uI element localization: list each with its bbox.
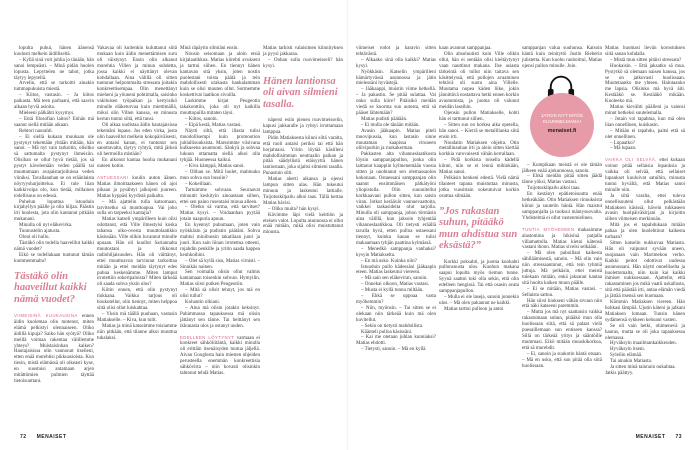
- paragraph: Laskimme kirjat Peugeotin takakonttiin, joka oli nyt kaikilla muuttopuilla mitaten täysi.: [180, 99, 260, 116]
- paragraph: Sitten katselin nukkuvaa Matiasta. Hän oli vaipunut syvään uneen, suojanaan vain Marimekon verho. Kaikki peitot odottivat uudessa asunnossani. Hän näytti onnelliselta ja huolettomalta, niin kuin kai kaikki ihmiset nukkuessaan. Ajattelin, että rakastaminen jos mikä vaatii uskallusta, sitä että päästää irti, antaa elämän viedä ja jättää itsensä sen huomaan.: [605, 241, 685, 300]
- section-opening-paragraph: [605, 157, 685, 193]
- paragraph: Matias huomasi lievän korostuksen siitä sanan kohdalla.: [605, 46, 685, 57]
- text-column-3: [180, 46, 260, 377]
- paragraph: – Jotain voi tapahtua, kun mä olen liian onnellinen, kuiskasin.: [605, 116, 685, 128]
- paragraph: Pelkäsin henkeni edestä. Vielä nämä tilanteet tapana muistuttaa minusta, jotka vuosittain sokeutuivat korkin osuttua silmään.: [439, 175, 519, 199]
- paragraph: – Eipä kestä, Matias vastasi.: [185, 122, 242, 128]
- section-opening-paragraph: [14, 313, 94, 385]
- paragraph: – Niin, myönsin. – Tai sitten se ei olekaan niin tärkeää kuin mä olen kuvitellut.: [356, 305, 436, 323]
- paragraph: – Mitä sä olisit tehnyt, jos mä en olisi tullut?: [180, 288, 260, 300]
- paragraph: Tartuimme sohvaan. Seuraavat minuutit keskityin ainoastaan siihen, ettei sen paino rusentaisi minua alleen.: [180, 187, 260, 205]
- paragraph: Kävimme läpi vielä keittiön ja eteisen valot. Lopulta asunnossa ei ollut enää mitään, mikä olisi muistuttanut minusta.: [263, 212, 343, 236]
- paragraph-text: ennen äidin kuolemaa olin tuntenut, miten elämä pelkistyi olennaiseen. Oliko äidillä kipuja? Saiko hän syötyä? Oliko meillä voimaa rakentaa välillemme yhteys? Muistaisinhan kaiken? Hautajaisissa olin vannonut itselleni, etten enää murehtisi pikkuasioista. Kun tiesin, mistä elämässä oli oikeasti kyse, en suostuisi antamaan arjen mitättömien pulmien täyttää tietoisuuttani.: [14, 314, 94, 384]
- paragraph: Tai ainakin Matiasta.: [610, 359, 652, 365]
- right-page-folio: [636, 434, 682, 440]
- paragraph: – Mä olen pahoillani kaikesta sählläämisestä, sanoin. – Mä olin vain niin stressaantunut, että tein tyhmiä juttuja. Mä pelkäsin, ettei meistä tulekaan mitään, enkä jaksanut kantaa sitä huolta kaiken muun päälle.: [522, 251, 602, 286]
- text-column-6: [439, 46, 519, 313]
- paragraph: Puhelun loputtua istuuduin kirjahyllyn päälle ja olin hiljaa. Päästin irti huolesta, jota olin kantanut pitkään mukanani.: [14, 199, 94, 223]
- page-spine: [347, 0, 349, 450]
- page-number: 73: [675, 434, 682, 440]
- paragraph: – Onnekai olkoon, Matias vastasi.: [361, 282, 430, 288]
- paragraph-text: ettei kukaan voinut pitää sellaisia lupauksia ja vaikka oli selvää, että sellaiset lupaukset kuuluivat satuihin, minusta tuntui hyvältä, että Matias sanoi minulle niin.: [605, 158, 685, 193]
- paragraph: Matias kievähti päälleni ja vaiensi minut hetkeksi suutelemalla.: [605, 105, 685, 116]
- paragraph: Nyökkäsin. Katselin ympärilleni hämärtyvässä asunnossa ja jätin mielessäni hyvästejä.: [356, 69, 436, 87]
- paragraph: Se oli vain hetki, ohimenevä ja hauras, mutta se oli joka tapauksessa olemassa.: [605, 323, 685, 341]
- paragraph: Istuuduin pullo kädessäni jääkaapin eteen. Matias laskeutui viereeni.: [356, 264, 436, 276]
- paragraph: Hyväksyin maailmankaikkeuden.: [610, 341, 677, 347]
- paragraph: Oloni oli hullu.: [19, 235, 50, 240]
- paragraph: Nousin seisomaan ja aloin etsiä kirjalaatikkoa. Matias kiirehti avukseni ja tarttui siihen. En tiennyt hänen kantavan sitä yksin, joten nostin puolestani toista päätä ja tein mahdollisesti urakasta hankalamman kuin se olisi muuten ollut. Sormemme koskettivat laatikon sivuilla.: [180, 51, 260, 99]
- paragraph: – Sitten sun on korkea aika opetella, hän sanoi. – Kierrä se metallilanka siitä ensin irti.: [439, 122, 519, 140]
- paragraph: Pakkasten alta vihanneslaatikosta löysin samppanjapullon, jonka olin laittanut kaappiin kylmenemään vuosia sitten ja unohtanut sen olemassaolon kokonaan. Ostaessani samppanjan olin saanut ensimmäisen pätkätyöni yliopistolla. Olin suunnitellut korkkaavani pullon sitten, kun saisin viran. Jotkut keräävät vaunuevaattoita, vaikkei taskasideita olut tarjolla. Minulla oli samppanja, johon törmäsin aina välillä, kun jaksoin tyhjentää vihanneslaatikkoa. Oli tietysti eräällä tavalla hyvä, etten pulloa ostaessani tiennyt, kuinka kauan se tulisi makaamaan tyhjän paattina kylmässä.: [356, 152, 436, 246]
- pull-quote: Tästäkö olin haaveillut kaikki nämä vuodet?: [14, 270, 87, 305]
- paragraph: Minä räpäytin silmiäni ensin.: [180, 46, 239, 51]
- ad-url[interactable]: menaiset.fi: [547, 127, 577, 134]
- paragraph: – Mitään ei tapahdu, paitsi että sä olet onnellinen.: [605, 128, 685, 140]
- paragraph: Pidin Matiaksesta kiinni siltä varalta, että tuoli antaisi periksi tai että hän horjahtaisi. Yritin löytää käsilleni mahdollisimman neutraalin paikan ja pitää säädyllistä etäisyyttä hänen lantiostaan, joka sijaitsi silmieni tasalla. Punastuin silti.: [263, 135, 343, 177]
- paragraph: Mieleeni pälkähti kysymys.: [19, 110, 75, 116]
- paragraph: Kiitin ennen, että olin pystynyt tiukkana. Vaikka tarjous oli houkutellut, olin tiennyt, miten helppoa siitä olisi ollut luiskahtaa.: [97, 288, 177, 311]
- paragraph: kaan avannut samppanjaa.: [439, 46, 492, 51]
- paragraph: – Kai me otetaan juhlan kunniaksi? Matias ehdotti.: [356, 335, 436, 347]
- section-opening-paragraph: [97, 175, 177, 200]
- paragraph: Hyväksyin itseni.: [610, 347, 645, 353]
- paragraph: Sen voimalla olisin ollut valmis kantamaan toisenkin sohvan. Hymyilin. Matias siirsi putken Peugeotiin.: [180, 270, 260, 288]
- paragraph: – Musta ei kyllä tunnu miltään.: [361, 288, 424, 294]
- paragraph: Olin absoluutisti kuin Ville olikin ollut, hän ei sentään olisi kieltäytynyt vaan nauttinut mukana. Ilse asiasta tärkeintä oli tullut niin taitava sen käsittelyssä, että pullojen avaaminen tehtävä oli suotu aina Villelle. Muutama nopea käden liike, jokin jännittävä nostattava hetki ennen korkin avautumista, ja juoma oli valunut meidän laseihin.: [439, 51, 519, 111]
- paragraph: – Entä filosofian laitos? Enhän mä saanut siellä mitään aikaan.: [14, 116, 94, 128]
- paragraph: – Olihan se. Mitä luulet, mahtuuko mun sohva sun bussiin?: [180, 170, 260, 181]
- section-lead-in: ASTUESSANI: [97, 175, 129, 181]
- paragraph: – Kumpikaan meistä ei ole tämän jälkeen enää ajokunnossa, sanoin.: [522, 162, 602, 174]
- paragraph: Matias tarttui pulloon ja antoi: [444, 306, 504, 312]
- paragraph: viimeiset rodot ja haravin sitten tehtävästä.: [356, 46, 436, 57]
- section-lead-in: EDELLEEN LÖYTYNYT: [180, 334, 235, 340]
- paragraph: – Yksin mä täällä puuhaan, vastasin Matiakselle. – Kiva, kun tulit.: [97, 311, 177, 323]
- paragraph: Kohautin olkiani.: [185, 299, 220, 305]
- paragraph: – Oletko sä varma, että tarvitset? Matias kysyi. – Voidaanhan pyytää jotain naapuria apuun.: [180, 205, 260, 223]
- page-number: 72: [20, 434, 27, 440]
- paragraph: – Kiva kämppä, Matias sanoi.: [185, 164, 245, 170]
- paragraph: samppanjan valua suuhunsa. Katsoin häntä kuin teinityttö Justin Bieberin julistetta. Kun kuohu rauhoittui, Matias ojensi pullon minulle. Join.: [522, 46, 602, 69]
- magazine-name: MENAISET: [36, 434, 67, 440]
- paragraph: – Aina mä olisin jotakin keksinyt. Pahimmassa tapauksessa mä olisin jättänyt sen tänne. Tai heittänyt sen ikkunasta ulos ja ostanyt uuden.: [180, 305, 260, 329]
- text-column-2: [97, 46, 177, 341]
- paragraph: – Kyllä sinä voit juhlia jo tänään, hän sanoi lempeästi. – Minä pidän huolen lopusta. Lepyttelen ne tahot, jotka täytyy lepytellä.: [14, 57, 94, 81]
- pull-quote: ”Jos rakastan suhun, pitääkö mun ahdistua sun eksästä?”: [439, 205, 518, 252]
- paragraph: – Mistä mun sitten pitäisi stressata?: [610, 57, 682, 63]
- paragraph: Noudatin Matiaksen ohjeita. Otin metallinauhan irti ja aloin sitten kiertää korkkia varovaisesti vähän kerrallaan.: [439, 140, 519, 158]
- paragraph: – Tietysti, sanoin. – Mä en kyllä: [361, 347, 426, 353]
- paragraph: Matias tarkisti valaisimen kiinnityksen ja pyysi jakkaraa.: [263, 46, 343, 57]
- magazine-name: MENAISET: [635, 434, 666, 440]
- paragraph: Matias ja minä katsoimme toisiamme niin pitkään, että tilanne alkoi muuttua tukalaksi.: [97, 323, 177, 341]
- text-column-1: [14, 46, 94, 385]
- paragraph: – Sekin on tietysti mahdollista.: [361, 323, 424, 329]
- paragraph: näpersi esiin pienen ruuvimeisselin, kapusi jakkaralle ja ryhtyi irrottamaan lamppua.: [263, 118, 343, 135]
- ad-text: JATKIS NYT MYÖS KUUNNELMANA!: [540, 114, 584, 126]
- paragraph: Tästäkö olin todella haaveillut kaikki nämä vuodet?: [14, 240, 94, 252]
- text-column-7: [522, 46, 602, 369]
- paragraph: – Pidä korkista toisella kädellä kiinni, niin se ei lennä mihinkään, Matias sanoi.: [439, 158, 519, 176]
- paragraph-text: makasimme alastomina ja hikisinä patjalla villamattolla. Matias kietoi kätensä vastani ihoon. Matias sivelsi selkääni.: [522, 227, 602, 251]
- paragraph: – Kokeillaan.: [185, 181, 212, 187]
- paragraph: – Ei mulla ole tänään mitään.: [361, 122, 420, 128]
- pull-quote: Hänen lantionsa oli aivan silmieni tasalla.: [263, 75, 338, 110]
- paragraph: lopulta puhui, hänen äänensä kuulosti melkein äidilliseltä.: [14, 46, 94, 57]
- paragraph: – Mä sain sen eläkeviran, sanoin.: [361, 276, 428, 282]
- paragraph: Hän siirsi hiukseni vähän sivuun niin että näki katseeni paremmin.: [522, 298, 602, 310]
- left-page-folio: [20, 434, 76, 440]
- paragraph: – Kiitos, sanoin.: [185, 116, 218, 122]
- paragraph: – Mä ajattelin tulla katsomaan, tarvitsetko sä muuttoapua. Vai joko sulla on tarpeeksi kantajia?: [97, 199, 177, 217]
- paragraph: Rehtori naurahti.: [19, 128, 53, 134]
- paragraph: Huokaisin. – Että jaksatko sä mua. Pystytkö sä olemaan naisen kanssa, jos se on jatkuvasti huolissaan. Muutetaanko me yhteen. Halutaanko me lapsia. Olisinko mä hyvä äiti. Kestääkö se. Kestääkö mikään. Kuoleeko mä.: [605, 63, 685, 105]
- paragraph: Tuijotuskilpailu alkoi taas.: [527, 186, 581, 192]
- paragraph: – Mulla ei ole laseja, sanoin jonnekin ulos. – Mä olen pakannut ne kaikki.: [439, 295, 519, 306]
- paragraph: – Mä lupaan.: [610, 146, 637, 152]
- paragraph: Tunnustelin ajatusta.: [19, 229, 61, 235]
- paragraph: – Ei, sanoin ja suukotin häntä otsaan. – Mä en usko, että sun pitää olla siitä huolissaan.: [522, 351, 602, 369]
- paragraph: Matias aherti aikansa ja ojensi lampun sitten alas. Hän tukeutui minuun ja laskeutui lattialle. Tuijotuskilpailu alkoi taas. Tällä kertaa Matias hävisi.: [263, 177, 343, 206]
- paragraph: Vakavaa oli kuitenkin kuluttanut siitä mukaan kuin äidin menettämisen suru oli väistynyt. Ensin olin alkanut murehtia Villen ja minun suhdetta, jossa kaikki ei näyttänyt olevan kohdallaan. Aina välillä oli sitten tuntunut helpommalta stressata joitakin konkreettisempaa. Olin menettänyt mieheni ja yöuneni pohtimalla, saisinko vakituisen työpaikan ja kertyisikö minulle eläketurvaa kuin miettimällä, miksi olin Villen kanssa, en minusta kerran tuntui siltä, että tunsi.: [97, 46, 177, 122]
- paragraph: – Olet sä kyllä sisu, Matias virnisti. – Sinnikäs nainen.: [180, 258, 260, 270]
- paragraph: Syleilin elämää.: [610, 353, 643, 359]
- paragraph: Jatkis päättyy.: [605, 370, 634, 376]
- podcast-ad: [522, 73, 602, 159]
- paragraph: Mitä jos ei tapahdukaan mitään pahaa ja olen huolehtinut kaikesta turhaan?: [605, 223, 685, 241]
- text-column-4: [263, 46, 343, 236]
- paragraph: Oli aikaa uudistaa äidin hautajaisissa tekemäni lupaus. Jos eden virka, josta olin haaveillut melkein kokopäiväisesti, en antaisi kanan, ei tuntunut sen sanottavalta, täytyy ryhtyä, mitä järkeä oli hermoilla mistään?: [97, 122, 177, 158]
- paragraph: Minulla oli nyt eläkevirka.: [19, 223, 73, 229]
- paragraph: – Alkaako sinä olla kaikki? Matias kysyi.: [356, 57, 436, 69]
- paragraph: Näytti siltä, että illasta tulisi muodollisempi kuin promootion juhlallisuuksista. Marssimme viisivana kulkueena asuntooni. Sänkyä ja sohvaa lukuun ottamatta siellä alkoi olla tyhjää. Huoneessa kaikui.: [180, 128, 260, 164]
- paragraph-text: kuulin auton äänen. Matias ilmoittaakseen hänen oli ajoi pihaan ja pysähtyi jalkojeni juureen. Matias hyppäsi kyydistä paikalta.: [97, 176, 177, 199]
- section-lead-in: TUNTIA MYÖHEMMIN: [522, 226, 575, 232]
- section-opening-paragraph: [522, 227, 602, 252]
- paragraph: Matias pudisti päätään.: [361, 116, 408, 122]
- paragraph: – Menedkö samppanja vanhaksi? kysyin Matiakselta.: [356, 246, 436, 258]
- paragraph-text: varmaan ei konkreet sähköliitäntä, kaikki minulla oli erittäin itsenäisyden tuntua jäljellä. Aivan Googlesta hain miesten ohjeiden perusteella enemmän konkreettisia sähkövirta – niin kovasti olisinkin tahtonut tehdä Matias.: [180, 335, 260, 376]
- paragraph: Korkki poksahti, ja juoma kuohahti pullonsuusta ulos. Kuohun makana saapui lopulta myös riemun tunne. Syynä saattoi toki olla sekin, että olin edelleen hengissä. Tai että osasin avata samppanjapullon.: [439, 259, 519, 295]
- paragraph: Avasin jääkaapin. Matias piteli muovipussia, kun lastasin sinne muutaman kaapissa viruneen oliivipurkin ja ruokakerman.: [356, 128, 436, 152]
- paragraph: En kyennyt puhumaan, joten vain nyökkäsin ja pudistin päätäni. Sohva mahtui minibussin takatilaan juuri ja juuri. Kun sain liinan irrotettua otteeni, rojahdin penkille ja yritin saada happea keuhkoihini.: [180, 223, 260, 258]
- paragraph: – Ehkä meidän pitää sitten jäädä tänne yöksi, Matias vastasi.: [522, 174, 602, 186]
- section-lead-in: VIIMEISINÄ KUUKAUSINA: [14, 313, 78, 319]
- paragraph: – Ei se mitään, Matias vastasi. – Sellaista sattuu.: [522, 286, 602, 298]
- paragraph: – Ei siellä kukaan muukaan ole pystynyt tekemään yhtään mitään, hän sanoi. – Mä nyt vain tarkoitin, olisitko sä sattumalta pystynyt ihmeisiin. Olisihan se ollut hyvä tietää, jos sä pystyt kävelemään veden päällä tai muuttamaan avajaistarjoiluissa veden viiniksi. Tavallaanhan se on eräänlaista nöyryysharjoittelua. Ei tule liian kaikkivoipa olo, kun tietää, millainen todellisuus on edessä.: [14, 134, 94, 199]
- paragraph: – Oliko muita? hän kysyi.: [268, 206, 320, 212]
- paragraph: Ja sitten minä tainnuin nukahtaa.: [610, 365, 676, 371]
- paragraph: – Onhan sulla ruuvimeisseli? hän kysyi.: [263, 57, 343, 69]
- paragraph: Arvelin, että se tarkoitti ainakin tummapukuista miestä.: [14, 81, 94, 93]
- paragraph: – En mä usko. Kuinka niin?: [361, 258, 417, 264]
- paragraph: En aikonut kantaa huolia mukanani uuteen kotiin.: [97, 158, 177, 170]
- paragraph: Kömmin Matiaksen viereen. Hän hohkasi lämpöä. Ujutin käteni ja jalkani Matiaksen lomaan. Tunsin hänen sydämensä sykkeen kehoani vasten.: [605, 300, 685, 323]
- paragraph: – Jääkaappi, muistin viime hetkellä. – Ja pakastin. Se pitää sulattaa. Vai onko sulla kiire? Pitäisikö meidän viedä se kuorma sun autosta, että sä pääset lähtemään?: [356, 87, 436, 116]
- paragraph: – Kiitos, vastasin. – Ja kiitos paikasta. Mä teen parhaani, että saavin aikaan hyviä asioita.: [14, 93, 94, 111]
- section-opening-paragraph: [180, 335, 260, 377]
- ad-badge[interactable]: [530, 93, 594, 157]
- section-lead-in: VAIKKA OLI SELVÄÄ,: [605, 157, 657, 163]
- paragraph: – Mutta jos mä nyt saattaisin vaikka rakastumaan suhun, pitääkö mun olla huolissaan siitä, että sä palaat vielä puesaillemaan sun entiseen kanssa? Sillä on tärkeää yritys ja sääntöille mummasi. Eikö mitään muuskikorkoa, että sä murehdit.: [522, 310, 602, 351]
- paragraph: Eikö se todellakaan tuntunut tämän kummemmalta?: [14, 252, 94, 264]
- paragraph: Ja siltä varalta, ettei tuleva onnellisuuteni ollut pelkästään Matiaksen käsissä, hävein rukkaseen avasin huolpäiväkirjani ja kirjoitin siihen viimeisen merkinnän.: [605, 193, 685, 223]
- paragraph: Käänteli pulloa käsissäni.: [361, 329, 413, 335]
- paragraph: Matias katseli ympärilleen kuin olisi odottanut, että Ville ilmestyisi koska tahansa ulko-ovesta muuttolaatikko käsissään. Ville olikin luvannut minulle apuaan. Hän oli kuullut Sariannalta muutostani ja rikkonut radiohiljaisuuden. Hän oli väittänyt, ettei muuttoavun tarvinnut tarkoittaa mitään ja ettei meidän täytynyt edes puhua keskenämme. Miten lamput irrotettiin sokeripaloista? Miten tärkeää oli saada sohva yksin ulos?: [97, 217, 177, 288]
- paragraph: – Lupaatko?: [610, 140, 635, 146]
- text-column-8: [605, 46, 685, 377]
- paragraph: – Ehkä se uppoaa vasta myöhemmin?: [356, 294, 436, 305]
- paragraph: Ojensin pullon Matiakselle, kohti hän ei tarttunut siihen.: [439, 110, 519, 122]
- paragraph: En kestänyt epätietoisuutta enää hetkeäkään. Otin Matiaksen rinnuksista kiinni ja suutelin häntä. Hän maistui samppanjalta ja tuoksui mäntysuovalta. Yhdistelmä ei ollut vastenmielinen.: [522, 192, 602, 221]
- text-column-5: [356, 46, 436, 353]
